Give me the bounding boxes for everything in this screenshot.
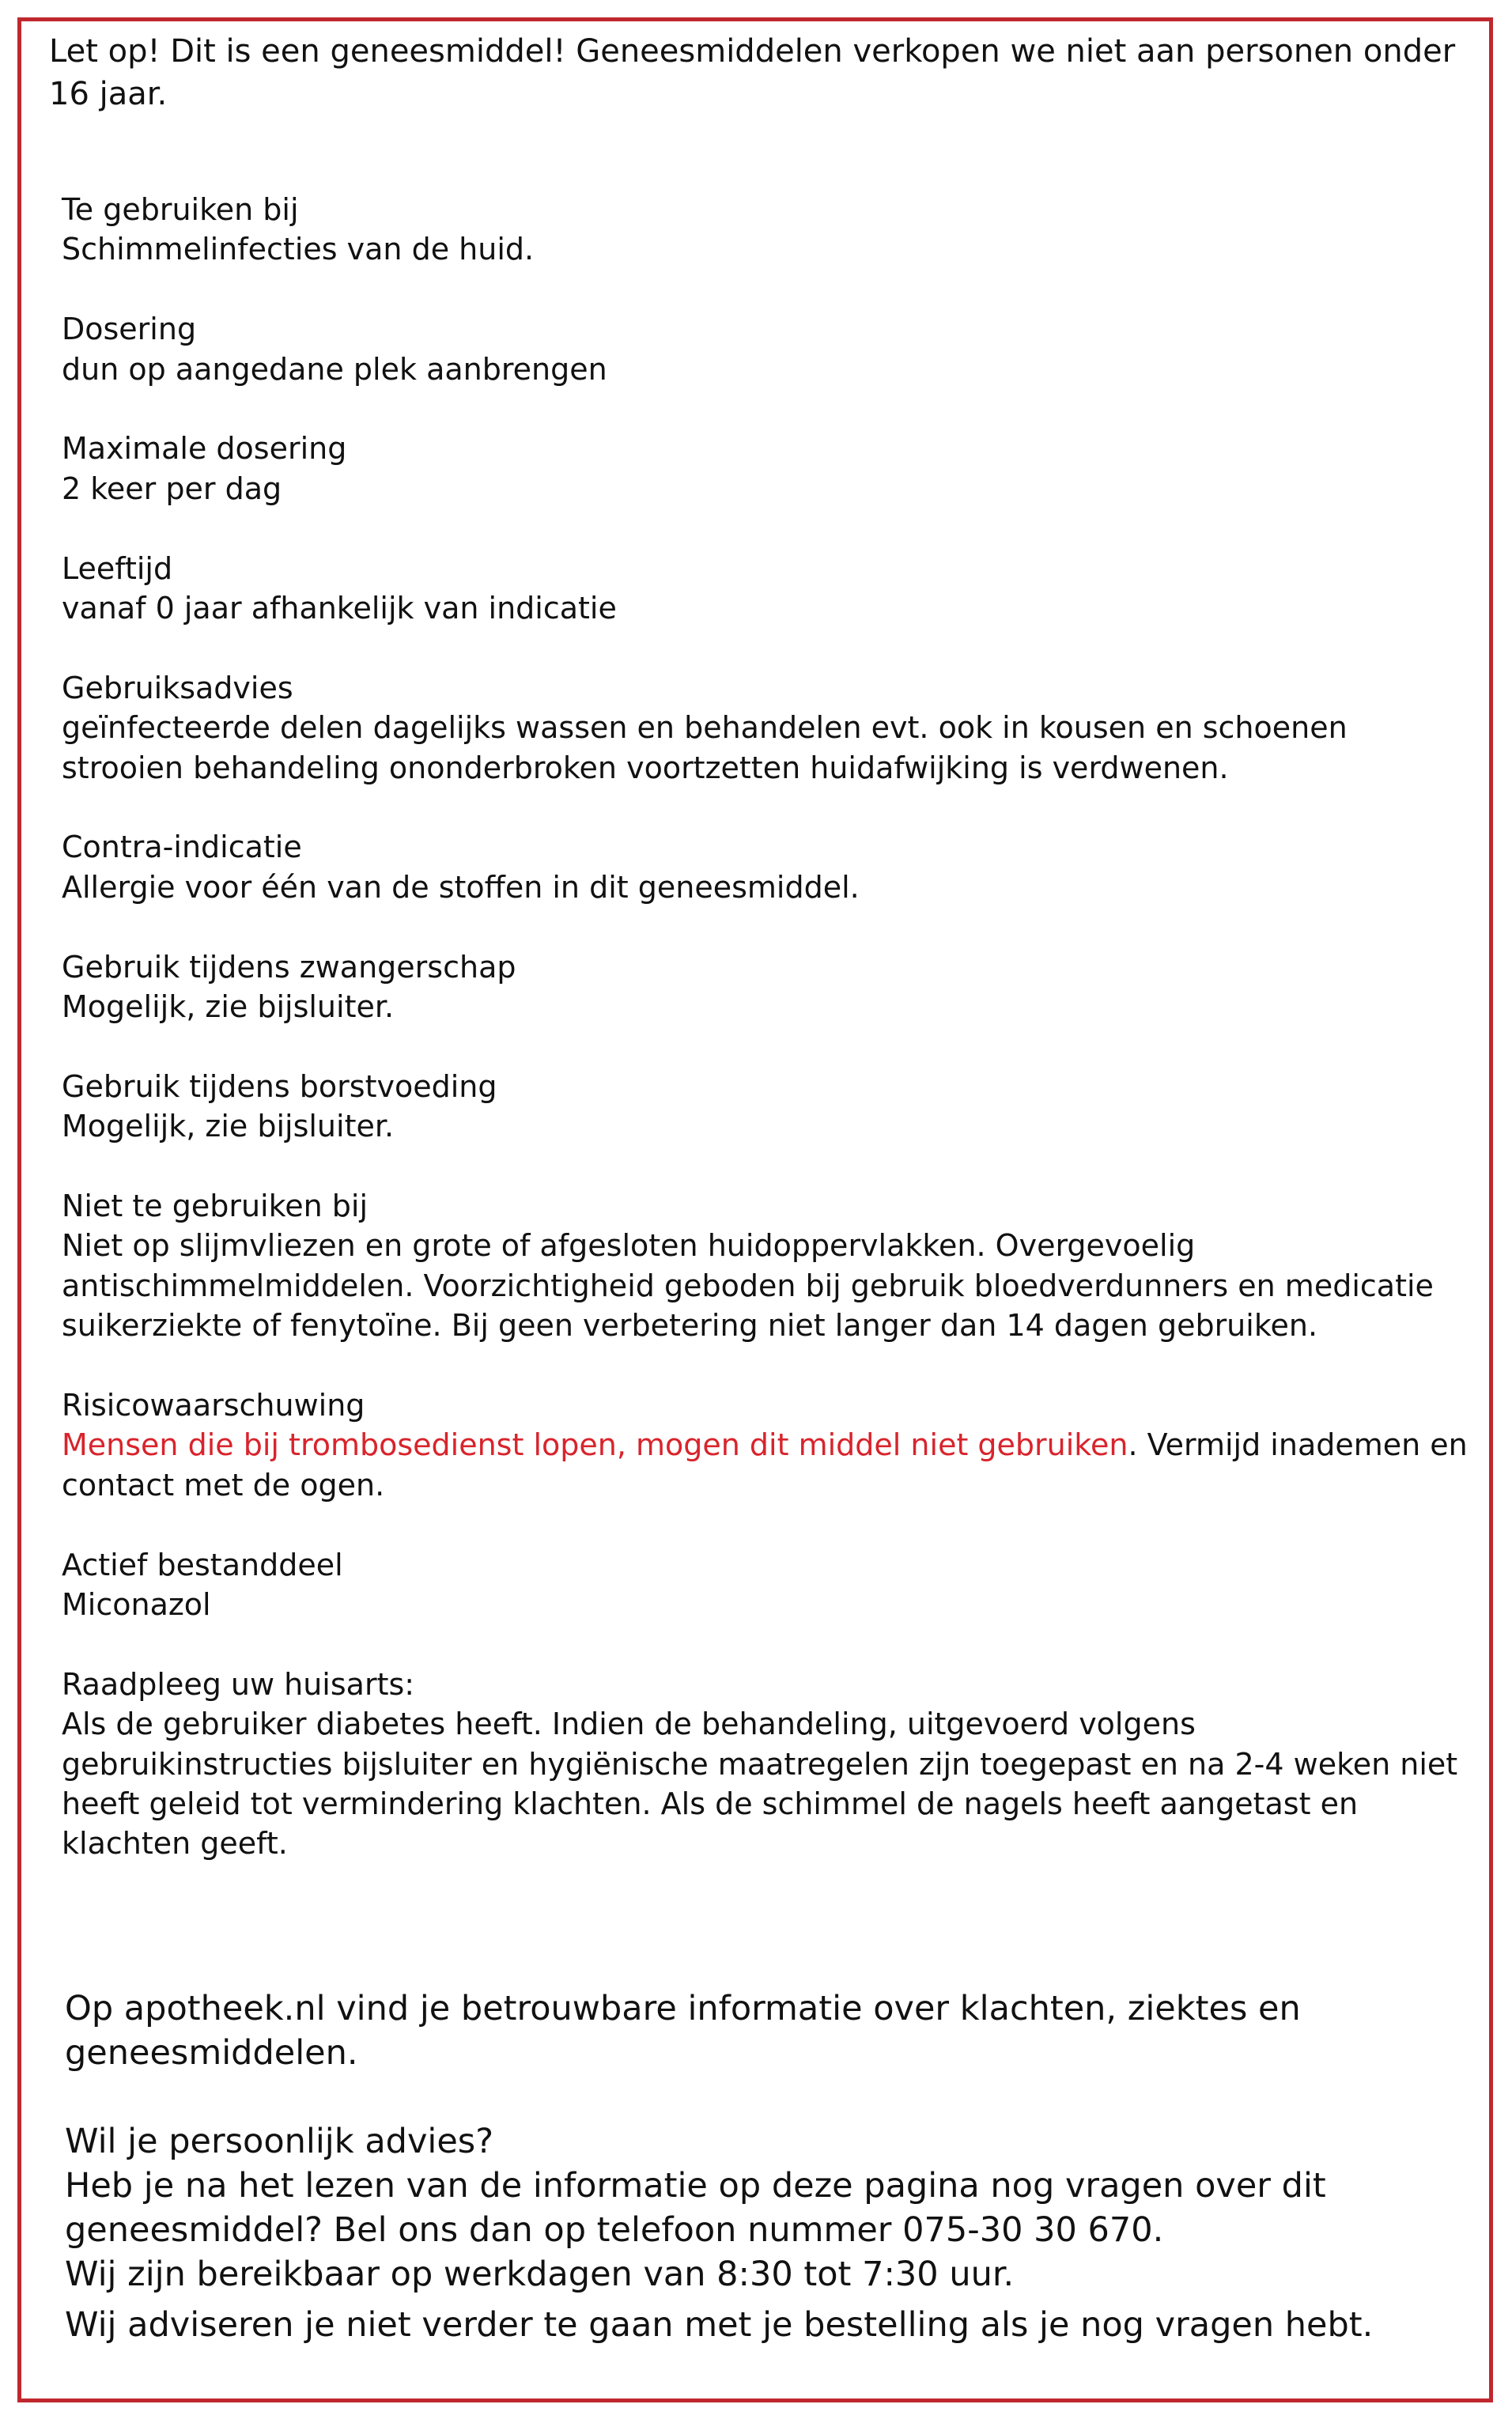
section-active-ingredient [62,1545,1469,1625]
section-pregnancy [62,947,1469,1027]
section-text: Als de gebruiker diabetes heeft. Indien de behandeling, uitgevoerd volgens gebruikinstructies bijsluiter en hygiënische maatregelen zijn toegepast en na 2-4 weken niet heeft geleid tot vermindering klachten. Als de schimmel de nagels heeft aangetast en klachten geeft. [62,1707,1458,1862]
section-title: Gebruik tijdens zwangerschap [62,949,516,985]
info-text: Op apotheek.nl vind je betrouwbare informatie over klachten, ziektes en geneesmiddelen. [65,1989,1301,2073]
section-title: Actief bestanddeel [62,1547,343,1582]
section-text [62,1425,1469,1505]
section-text: Mogelijk, zie bijsluiter. [62,1109,395,1144]
product-info-sections [62,190,1469,1903]
final-advice: Wij adviseren je niet verder te gaan met je bestelling als je nog vragen hebt. [65,2305,1374,2345]
section-usage-advice [62,668,1469,788]
section-text: Niet op slijmvliezen en grote of afgesloten huidoppervlakken. Overgevoelig antischimmelmiddelen. Voorzichtigheid geboden bij gebruik bloedverdunners en medicatie suikerziekte of fenytoïne. Bij geen verbetering niet langer dan 14 dagen gebruiken. [62,1228,1434,1344]
section-usage [62,190,1469,270]
section-contraindication [62,827,1469,907]
section-text: Miconazol [62,1587,211,1623]
section-age [62,549,1469,629]
advice-title: Wil je persoonlijk advies? [65,2122,494,2161]
age-warning: Let op! Dit is een geneesmiddel! Geneesmiddelen verkopen we niet aan personen onder 16 jaar. [49,33,1456,112]
section-title: Raadpleeg uw huisarts: [62,1666,415,1702]
section-title: Risicowaarschuwing [62,1388,365,1423]
contact-footer [65,1986,1472,2347]
section-text: vanaf 0 jaar afhankelijk van indicatie [62,591,617,626]
section-risk-warning [62,1385,1469,1505]
section-text: Schimmelinfecties van de huid. [62,232,535,267]
section-text: geïnfecteerde delen dagelijks wassen en behandelen evt. ook in kousen en schoenen strooien behandeling ononderbroken voortzetten huidafwijking is verdwenen. [62,710,1348,785]
section-text: Allergie voor één van de stoffen in dit geneesmiddel. [62,869,860,905]
risk-warning-rest: . Vermijd inademen en contact met de ogen. [62,1427,1468,1503]
section-consult-gp [62,1665,1469,1864]
section-title: Gebruiksadvies [62,670,293,705]
advice-question: Heb je na het lezen van de informatie op deze pagina nog vragen over dit geneesmiddel? Bel ons dan op telefoon nummer 075-30 30 670. [65,2166,1326,2250]
section-breastfeeding [62,1067,1469,1147]
opening-hours: Wij zijn bereikbaar op werkdagen van 8:30 tot 7:30 uur. [65,2255,1015,2294]
section-title: Leeftijd [62,550,173,586]
section-max-dosage [62,429,1469,508]
section-title: Contra-indicatie [62,830,302,865]
section-text: dun op aangedane plek aanbrengen [62,351,607,387]
section-do-not-use [62,1186,1469,1346]
section-text: 2 keer per dag [62,471,282,506]
risk-warning-highlight: Mensen die bij trombosedienst lopen, mogen dit middel niet gebruiken [62,1427,1128,1463]
section-dosage [62,309,1469,389]
section-text: Mogelijk, zie bijsluiter. [62,989,395,1025]
spacer [65,2075,1472,2119]
section-title: Te gebruiken bij [62,192,299,227]
section-title: Niet te gebruiken bij [62,1189,369,1224]
section-title: Dosering [62,312,197,347]
section-title: Maximale dosering [62,431,347,467]
section-title: Gebruik tijdens borstvoeding [62,1068,497,1104]
